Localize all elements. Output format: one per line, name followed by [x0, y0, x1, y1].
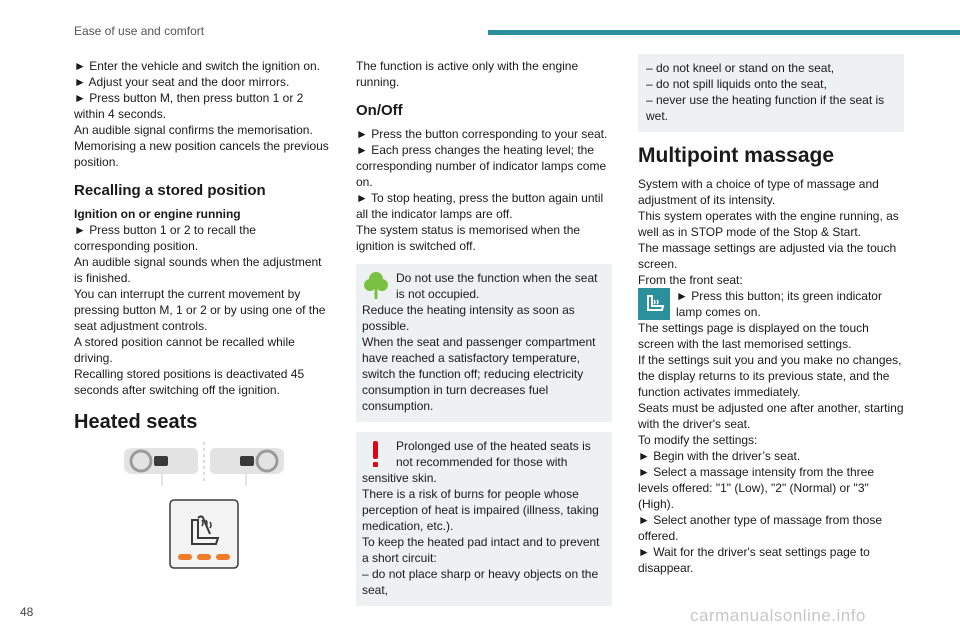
- paragraph: ► Press the button corresponding to your seat.: [356, 127, 608, 141]
- paragraph: ► To stop heating, press the button again until all the indicator lamps are off.: [356, 191, 604, 221]
- paragraph: ► Adjust your seat and the door mirrors.: [74, 75, 290, 89]
- paragraph: A stored position cannot be recalled while driving.: [74, 335, 295, 365]
- header-accent-bar: [488, 30, 960, 35]
- watermark: carmanualsonline.info: [690, 606, 866, 625]
- paragraph: ► Begin with the driver’s seat.: [638, 449, 801, 463]
- paragraph: Recalling stored positions is deactivated 45 seconds after switching off the ignition.: [74, 367, 305, 397]
- section-title: Ease of use and comfort: [74, 24, 205, 38]
- paragraph: From the front seat:: [638, 273, 743, 287]
- paragraph: ► Select another type of massage from those offered.: [638, 513, 883, 543]
- column-3: [638, 58, 904, 576]
- column-2: [356, 58, 612, 606]
- paragraph: ► Each press changes the heating level; the corresponding number of indicator lamps come on.: [356, 143, 607, 189]
- paragraph: ► Select a massage intensity from the three levels offered: "1" (Low), "2" (Normal) or "3" (High).: [638, 465, 874, 511]
- note-text: There is a risk of burns for people whose perception of heat is impaired (illness, taking medication, etc.).: [362, 487, 599, 533]
- paragraph: ► Press this button; its green indicator lamp comes on.: [676, 289, 882, 319]
- paragraph: The settings page is displayed on the touch screen with the last memorised settings.: [638, 321, 869, 351]
- note-text: – do not kneel or stand on the seat,: [646, 61, 835, 75]
- note-text: – do not spill liquids onto the seat,: [646, 77, 827, 91]
- paragraph: ► Press button M, then press button 1 or 2 within 4 seconds.: [74, 91, 304, 121]
- paragraph: ► Enter the vehicle and switch the ignition on.: [74, 59, 321, 73]
- heading-heated-seats: Heated seats: [74, 411, 198, 433]
- heading-recall: Recalling a stored position: [74, 182, 266, 199]
- massage-button-instruction: [638, 288, 904, 320]
- heading-multipoint-massage: Multipoint massage: [638, 144, 835, 167]
- paragraph: Seats must be adjusted one after another, starting with the driver's seat.: [638, 401, 904, 431]
- paragraph: The function is active only with the engine running.: [356, 59, 579, 89]
- warning-note: [356, 432, 612, 606]
- paragraph: Memorising a new position cancels the previous position.: [74, 139, 329, 169]
- page-number: 48: [20, 605, 34, 619]
- note-text: – never use the heating function if the seat is wet.: [646, 93, 885, 123]
- massage-seat-icon: [638, 288, 670, 320]
- warning-note-continued: [638, 54, 904, 132]
- eco-tree-icon: [362, 270, 390, 300]
- paragraph: ► Press button 1 or 2 to recall the corresponding position.: [74, 223, 256, 253]
- steering-wheel-right-icon: [210, 448, 284, 486]
- note-text: Do not use the function when the seat is not occupied.: [396, 271, 598, 301]
- paragraph: System with a choice of type of massage and adjustment of its intensity.: [638, 177, 879, 207]
- column-1: [74, 58, 330, 592]
- heading-on-off: On/Off: [356, 102, 403, 119]
- paragraph: An audible signal confirms the memorisation.: [74, 123, 313, 137]
- paragraph: To modify the settings:: [638, 433, 758, 447]
- heated-seats-illustration: [74, 442, 330, 592]
- note-text: Reduce the heating intensity as soon as possible.: [362, 303, 575, 333]
- paragraph: You can interrupt the current movement by pressing button M, 1 or 2 or by using one of the seat adjustment controls.: [74, 287, 326, 333]
- paragraph: An audible signal sounds when the adjustment is finished.: [74, 255, 322, 285]
- subheading: Ignition on or engine running: [74, 207, 241, 221]
- paragraph: The system status is memorised when the ignition is switched off.: [356, 223, 581, 253]
- page-header: [0, 0, 960, 40]
- paragraph: This system operates with the engine running, as well as in STOP mode of the Stop & Start.: [638, 209, 899, 239]
- note-text: Prolonged use of the heated seats is not recommended for those with sensitive skin.: [362, 439, 591, 485]
- note-text: To keep the heated pad intact and to prevent a short circuit:: [362, 535, 600, 565]
- eco-note: [356, 264, 612, 422]
- heated-seat-button-icon: [170, 500, 238, 568]
- paragraph: If the settings suit you and you make no changes, the display returns to its previous state, and the function activates immediately.: [638, 353, 902, 399]
- note-text: When the seat and passenger compartment have reached a satisfactory temperature, switch the function off; reducing electricity consumption in turn decreases fuel consumption.: [362, 335, 596, 413]
- paragraph: ► Wait for the driver's seat settings page to disappear.: [638, 545, 870, 575]
- exclamation-icon: [362, 438, 390, 468]
- note-text: – do not place sharp or heavy objects on the seat,: [362, 567, 599, 597]
- steering-wheel-left-icon: [124, 448, 198, 486]
- paragraph: The massage settings are adjusted via the touch screen.: [638, 241, 897, 271]
